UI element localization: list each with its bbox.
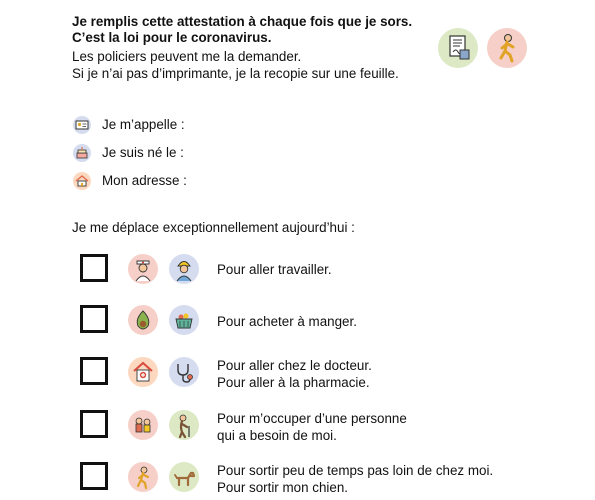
- elderly-person-cane-icon: [169, 410, 199, 440]
- reason-health-checkbox[interactable]: [80, 357, 108, 385]
- birth-date-field-label: Je suis né le :: [102, 145, 184, 160]
- house-icon: [73, 172, 91, 190]
- reason-work-checkbox[interactable]: [80, 254, 108, 282]
- children-icon: [128, 410, 158, 440]
- dog-icon: [169, 462, 199, 492]
- walking-person-icon: [487, 28, 527, 68]
- birthday-cake-icon: [73, 144, 91, 162]
- intro-line-1: Je remplis cette attestation à chaque fois que je sors.: [72, 14, 413, 29]
- intro-line-4: Si je n’ai pas d’imprimante, je la recopie sur une feuille.: [72, 66, 399, 81]
- shopping-basket-icon: [169, 305, 199, 335]
- intro-line-2: C’est la loi pour le coronavirus.: [72, 30, 272, 45]
- reason-care-label: Pour m’occuper d’une personne qui a besoin de moi.: [217, 411, 407, 443]
- reason-walk-label: Pour sortir peu de temps pas loin de chez moi. Pour sortir mon chien.: [217, 463, 494, 495]
- reason-walk-checkbox[interactable]: [80, 462, 108, 490]
- address-field-label: Mon adresse :: [102, 173, 187, 188]
- intro-line-3: Les policiers peuvent me la demander.: [72, 49, 302, 64]
- avocado-icon: [128, 305, 158, 335]
- id-card-icon: [73, 116, 91, 134]
- hospital-icon: [128, 357, 158, 387]
- reason-health-label: Pour aller chez le docteur. Pour aller à la pharmacie.: [217, 358, 372, 390]
- stethoscope-icon: [169, 357, 199, 387]
- construction-worker-icon: [169, 254, 199, 284]
- reason-food-checkbox[interactable]: [80, 305, 108, 333]
- walking-person-icon: [128, 462, 158, 492]
- name-field-label: Je m’appelle :: [102, 117, 185, 132]
- reason-care-checkbox[interactable]: [80, 410, 108, 438]
- reasons-title: Je me déplace exceptionnellement aujourd’hui :: [72, 220, 355, 235]
- reason-work-label: Pour aller travailler.: [217, 262, 332, 277]
- nurse-icon: [128, 254, 158, 284]
- document-signature-icon: [438, 28, 478, 68]
- reason-food-label: Pour acheter à manger.: [217, 314, 357, 329]
